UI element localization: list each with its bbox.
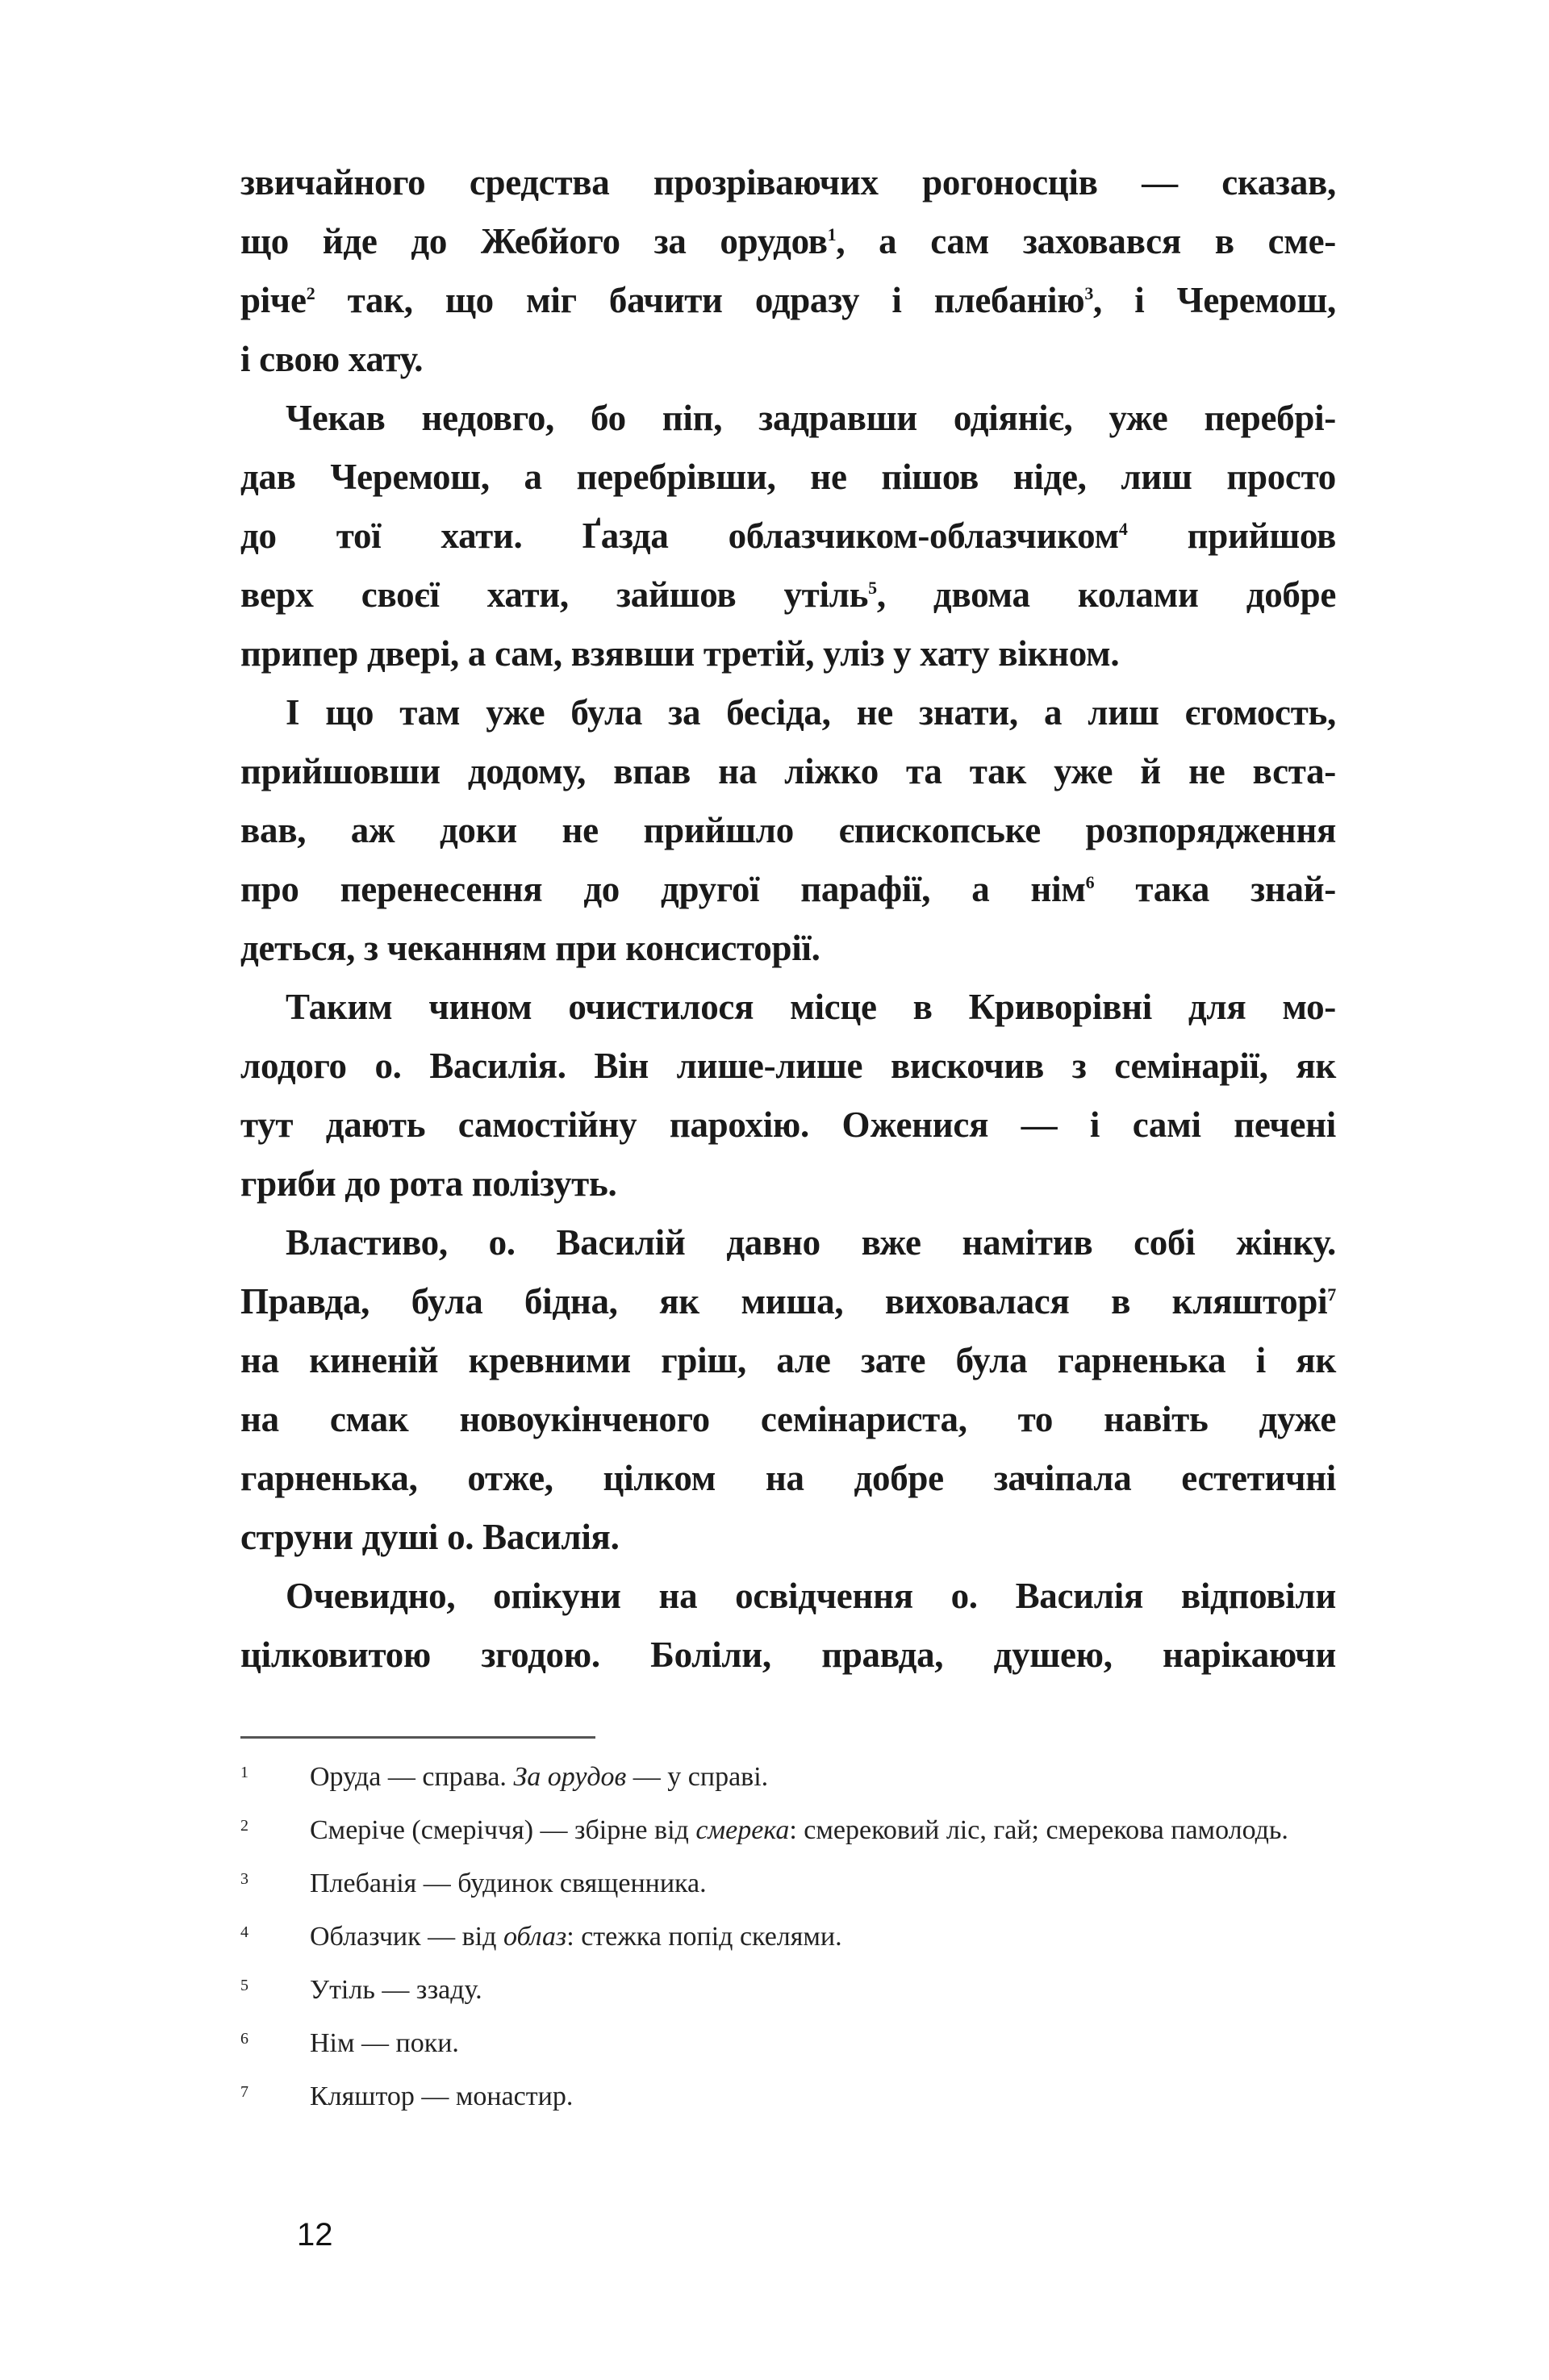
footnotes-list [240,1759,1338,2132]
main-text [240,153,1336,1685]
text-line [240,1155,1336,1213]
footnote-text: Утіль — ззаду. [310,1975,482,2005]
footnote-term: облаз [503,1922,567,1952]
footnote-ref[interactable]: 6 [1085,872,1095,892]
footnote-text: — у справі. [626,1762,769,1792]
text-line [240,1508,1336,1567]
line-text: прийшов [1127,516,1336,556]
line-text: Правда, була бідна, як миша, виховалася в кляшторі [240,1281,1328,1322]
line-text: вав, аж доки не прийшло єпископське розпорядження [240,810,1336,850]
text-line [240,1331,1336,1390]
line-text: , двома колами добре [876,574,1336,615]
line-text: дав Черемош, а перебрівши, не пішов ніде, лиш просто [240,457,1336,497]
line-text: звичайного средства прозріваючих рогоносців — сказав, [240,162,1336,203]
text-line [240,1096,1336,1155]
line-text: Очевидно, опікуни на освідчення о. Василія відповіли [286,1576,1336,1616]
text-line [240,919,1336,978]
footnote-number: 1 [240,1764,248,1781]
footnote-text: Облазчик — від [310,1922,503,1952]
text-line [240,271,1336,330]
footnote-term: За орудов [513,1762,627,1792]
line-text: про перенесення до другої парафії, а нім [240,869,1086,909]
footnote-item [240,1865,1338,1902]
line-text: І що там уже була за бесіда, не знати, а лиш єгомость, [286,692,1336,733]
line-text: деться, з чеканням при консисторії. [240,928,820,968]
text-line [240,1390,1336,1449]
text-line [240,389,1336,448]
footnote-ref[interactable]: 3 [1084,283,1094,303]
line-text: припер двері, а сам, взявши третій, уліз у хату вікном. [240,633,1120,674]
footnote-item [240,1919,1338,1956]
footnote-text: Нім — поки. [310,2028,459,2058]
footnote-text: Оруда — справа. [310,1762,514,1792]
text-line [240,978,1336,1037]
line-text: так, що міг бачити одразу і плебанію [315,280,1085,320]
text-line [240,801,1336,860]
footnote-number: 2 [240,1817,248,1835]
footnote-text: : стежка попід скелями. [566,1922,842,1952]
line-text: тут дають самостійну парохію. Оженися — і самі печені [240,1104,1336,1145]
text-line [240,860,1336,919]
text-line [240,1213,1336,1272]
text-line [240,153,1336,212]
text-line [240,1037,1336,1096]
footnote-item [240,2025,1338,2062]
text-line [240,448,1336,507]
line-text: прийшовши додому, впав на ліжко та так уже й не вста- [240,751,1336,791]
footnote-number: 6 [240,2030,248,2048]
footnote-item [240,1972,1338,2009]
text-line [240,683,1336,742]
line-text: Чекав недовго, бо піп, задравши одіяніє, уже перебрі- [286,398,1336,438]
footnote-term: смерека [695,1815,790,1845]
footnote-number: 5 [240,1977,248,1994]
footnote-text: Смеріче (смеріччя) — збірне від [310,1815,696,1845]
text-line [240,742,1336,801]
line-text: і свою хату. [240,339,424,379]
footnote-divider [240,1736,595,1739]
line-text: гриби до рота полізуть. [240,1163,617,1204]
footnote-item [240,1759,1338,1796]
line-text: до тої хати. Ґазда облазчиком-облазчиком [240,516,1119,556]
footnote-number: 4 [240,1923,248,1941]
text-line [240,566,1336,624]
text-line [240,624,1336,683]
footnote-text: Плебанія — будинок священника. [310,1869,707,1898]
line-text: лодого о. Василія. Він лише-лише вискочив з семінарії, як [240,1046,1336,1086]
text-line [240,1449,1336,1508]
text-line [240,1272,1336,1331]
line-text: що йде до Жебйого за орудов [240,221,828,261]
footnote-text: Кляштор — монастир. [310,2081,574,2111]
page-number: 12 [297,2217,333,2253]
text-line [240,212,1336,271]
footnote-ref[interactable]: 7 [1327,1284,1336,1305]
line-text: , і Черемош, [1093,280,1336,320]
line-text: верх своєї хати, зайшов утіль [240,574,869,615]
line-text: Таким чином очистилося місце в Криворівні для мо- [286,987,1336,1027]
line-text: гарненька, отже, цілком на добре зачіпала естетичні [240,1458,1336,1498]
line-text: річе [240,280,307,320]
line-text: на киненій кревними гріш, але зате була гарненька і як [240,1340,1336,1380]
footnote-ref[interactable]: 5 [868,578,877,598]
text-line [240,1626,1336,1685]
footnote-item [240,2078,1338,2115]
footnote-ref[interactable]: 2 [306,283,315,303]
footnote-text: : смерековий ліс, гай; смерекова памолодь. [789,1815,1288,1845]
line-text: струни душі о. Василія. [240,1517,620,1557]
footnote-ref[interactable]: 1 [827,224,837,244]
footnote-item [240,1812,1338,1849]
footnote-ref[interactable]: 4 [1118,519,1128,539]
line-text: така знай- [1094,869,1336,909]
text-line [240,1567,1336,1626]
footnote-number: 3 [240,1870,248,1888]
footnote-number: 7 [240,2083,248,2101]
text-line [240,507,1336,566]
line-text: цілковитою згодою. Боліли, правда, душею, нарікаючи [240,1635,1336,1675]
text-line [240,330,1336,389]
line-text: , а сам заховався в сме- [836,221,1336,261]
line-text: на смак новоукінченого семінариста, то навіть дуже [240,1399,1336,1439]
line-text: Властиво, о. Василій давно вже намітив собі жінку. [286,1222,1336,1263]
